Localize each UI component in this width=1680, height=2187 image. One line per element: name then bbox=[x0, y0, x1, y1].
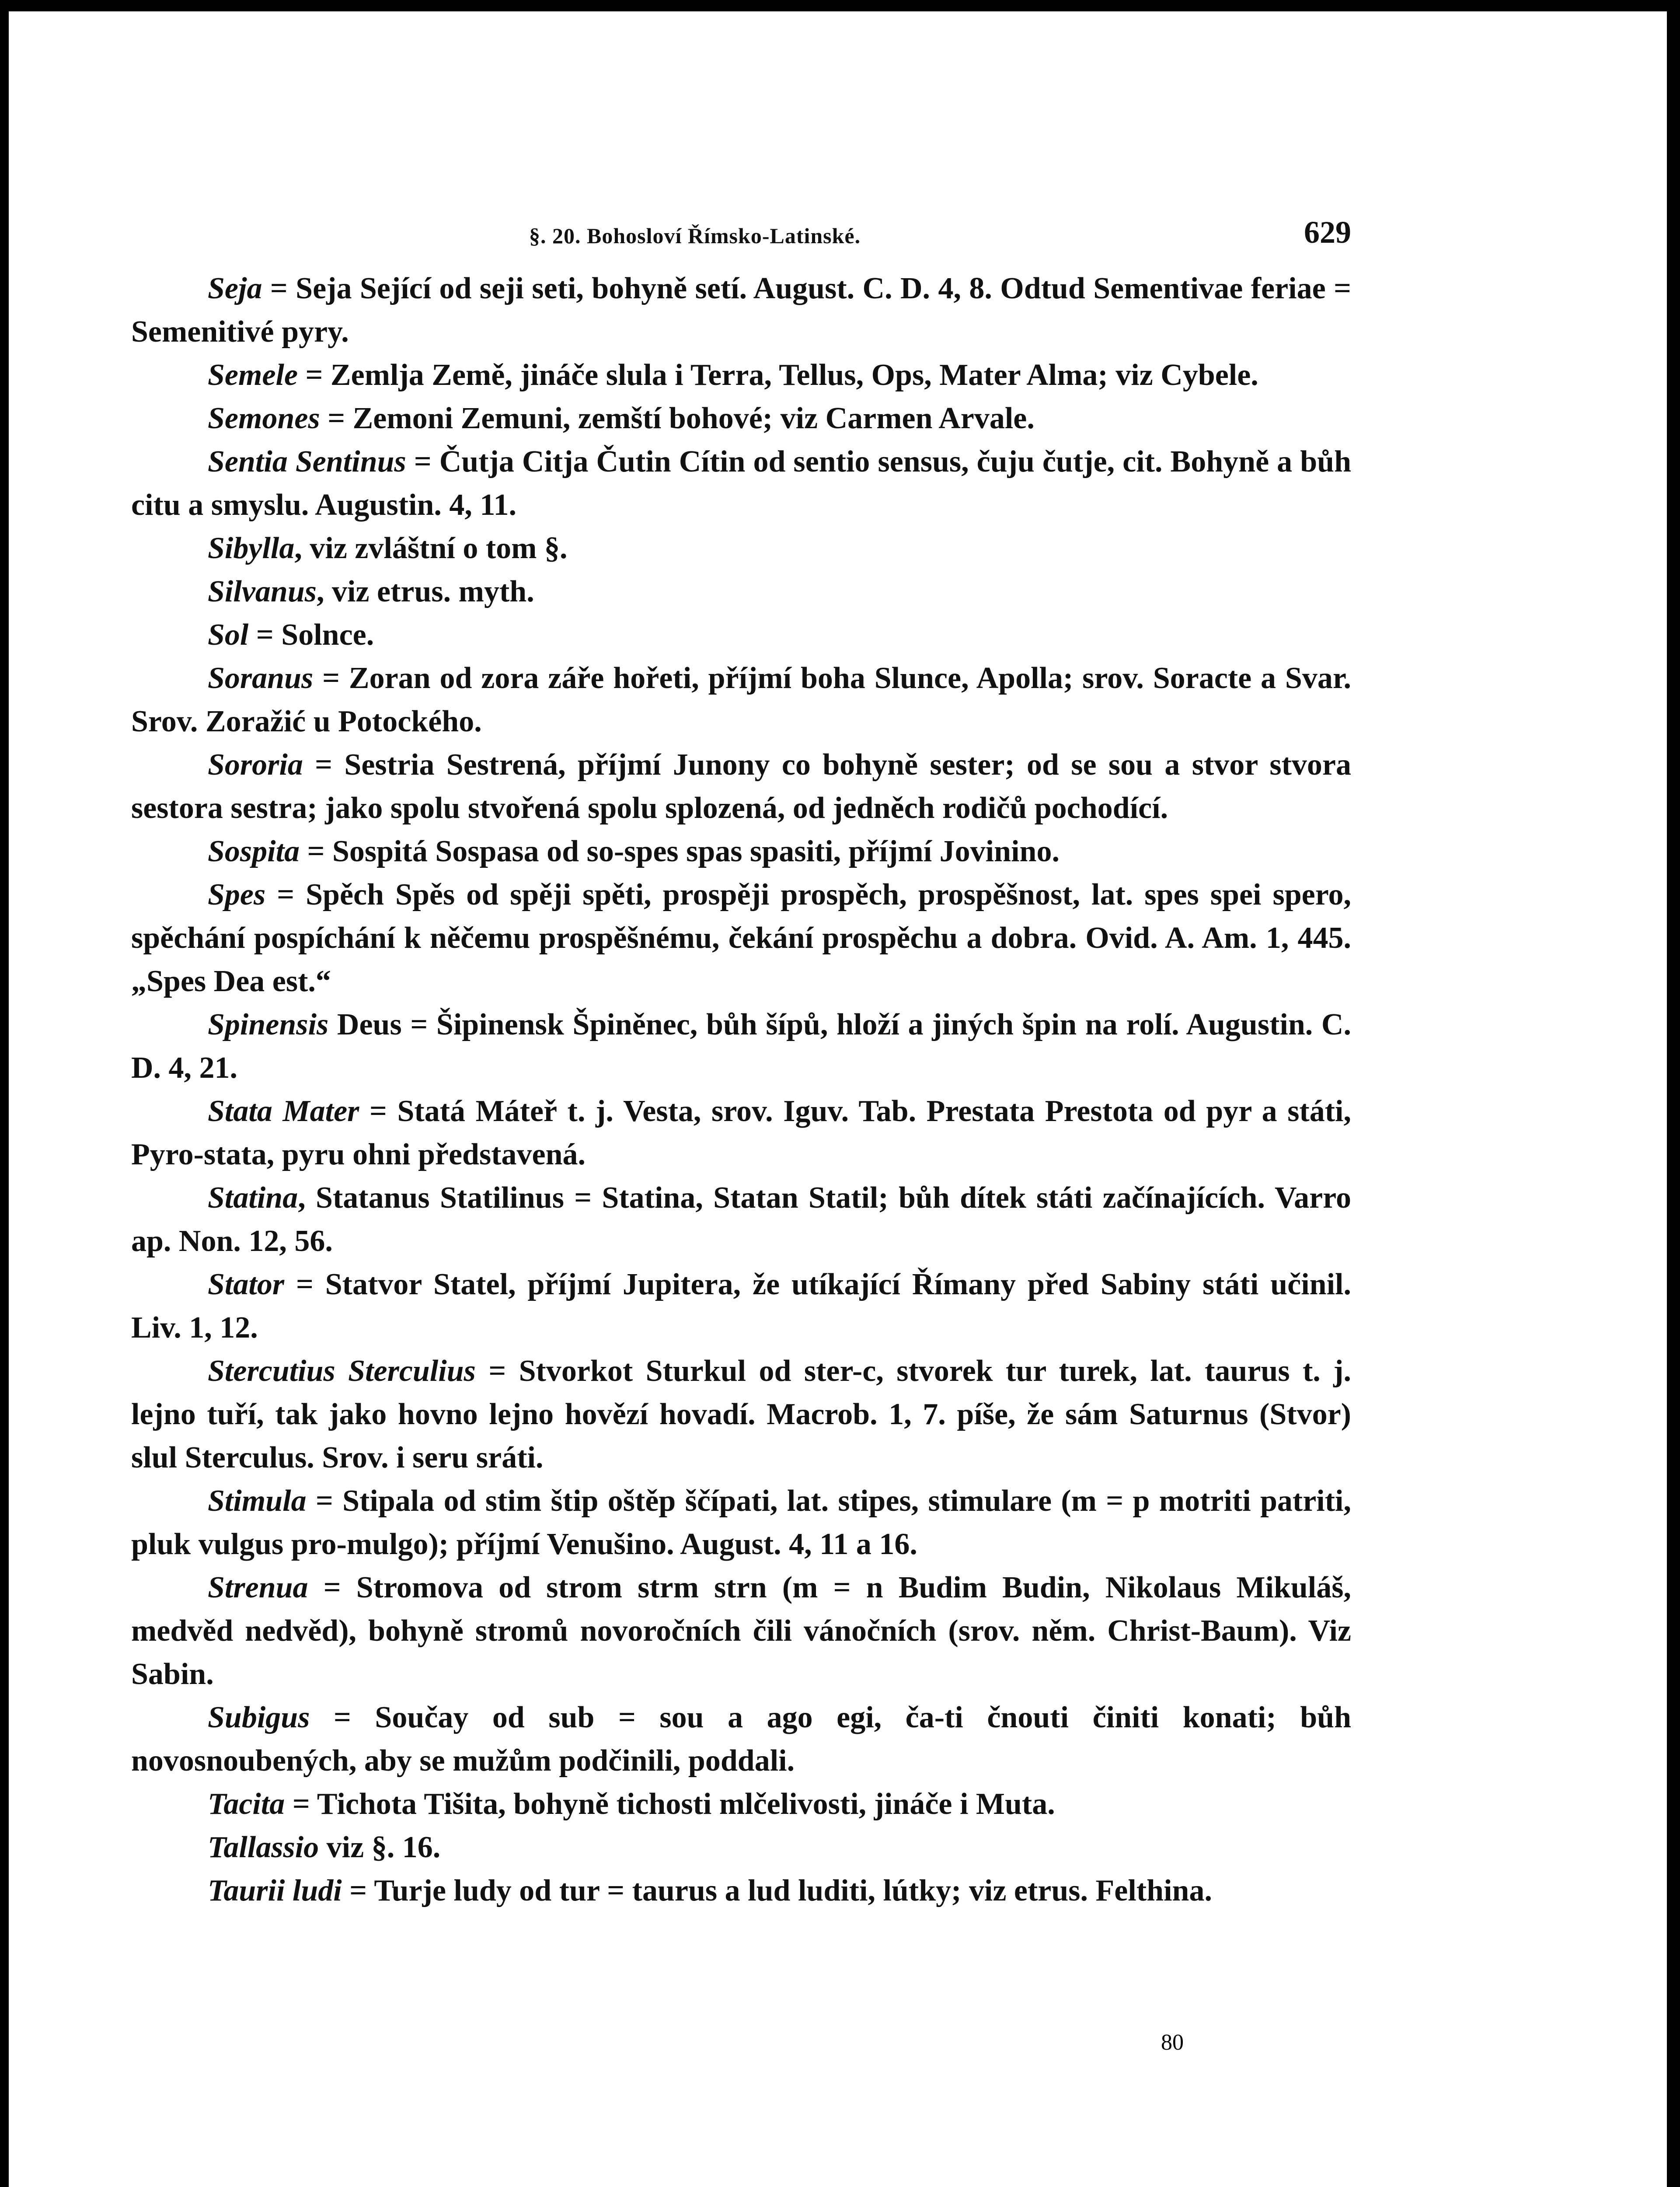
dictionary-entry bbox=[131, 527, 1351, 570]
entry-text: = Sospitá Sospasa od so-spes spas spasiti, příjmí Jovinino. bbox=[300, 835, 1060, 868]
entry-headword: Sororia bbox=[208, 748, 303, 782]
dictionary-entry bbox=[131, 1869, 1351, 1912]
entry-text: = Statá Máteř t. j. Vesta, srov. Iguv. Tab. Prestata Prestota od pyr a státi, Pyro-stata, pyru ohni představená. bbox=[131, 1094, 1351, 1171]
entry-headword: Sol bbox=[208, 618, 249, 652]
dictionary-entry bbox=[131, 570, 1351, 613]
entry-headword: Statina bbox=[208, 1181, 298, 1215]
dictionary-entry bbox=[131, 830, 1351, 873]
entry-text: , viz zvláštní o tom §. bbox=[294, 531, 568, 565]
dictionary-entry bbox=[131, 1090, 1351, 1176]
entry-headword: Stimula bbox=[208, 1484, 307, 1518]
dictionary-entry bbox=[131, 743, 1351, 830]
entry-headword: Tacita bbox=[208, 1787, 285, 1821]
page-number: 629 bbox=[1304, 215, 1351, 250]
entry-text: , Statanus Statilinus = Statina, Statan Statil; bůh dítek státi začínajících. Varro ap. Non. 12, 56. bbox=[131, 1181, 1351, 1258]
book-page bbox=[131, 206, 1351, 1912]
entry-headword: Stata Mater bbox=[208, 1094, 359, 1128]
dictionary-entry bbox=[131, 1566, 1351, 1696]
dictionary-entry bbox=[131, 873, 1351, 1003]
entry-text: = Zemlja Země, jináče slula i Terra, Tellus, Ops, Mater Alma; viz Cybele. bbox=[298, 358, 1258, 392]
entry-headword: Tallassio bbox=[208, 1831, 319, 1864]
entry-headword: Sospita bbox=[208, 835, 300, 868]
signature-mark: 80 bbox=[1161, 2030, 1184, 2055]
entry-text: = Seja Sející od seji seti, bohyně setí. August. C. D. 4, 8. Odtud Sementivae feriae = Semenitivé pyry. bbox=[131, 272, 1351, 349]
entry-text: = Stvorkot Sturkul od ster-c, stvorek tur turek, lat. taurus t. j. lejno tuří, tak jako hovno lejno hovězí hovadí. Macrob. 1, 7. píše, že sám Saturnus (Stvor) slul Sterculus. Srov. i seru sráti. bbox=[131, 1354, 1351, 1474]
entry-headword: Stator bbox=[208, 1268, 285, 1301]
entry-headword: Sibylla bbox=[208, 531, 295, 565]
entry-headword: Strenua bbox=[208, 1571, 308, 1604]
entry-text: = Součay od sub = sou a ago egi, ča-ti čnouti činiti konati; bůh novosnoubených, aby se mužům podčinili, poddali. bbox=[131, 1701, 1351, 1778]
entry-text: = Čutja Citja Čutin Cítin od sentio sensus, čuju čutje, cit. Bohyně a bůh citu a smyslu. Augustin. 4, 11. bbox=[131, 445, 1351, 522]
entry-text: = Turje ludy od tur = taurus a lud luditi, lútky; viz etrus. Felthina. bbox=[342, 1874, 1212, 1908]
entry-text: = Zoran od zora záře hořeti, příjmí boha Slunce, Apolla; srov. Soracte a Svar. Srov. Zoražić u Potockého. bbox=[131, 661, 1351, 738]
entry-headword: Sentia Sentinus bbox=[208, 445, 406, 479]
scan-border-left bbox=[0, 0, 9, 2187]
entry-text: viz §. 16. bbox=[319, 1831, 441, 1864]
entry-headword: Soranus bbox=[208, 661, 314, 695]
entry-text: = Statvor Statel, příjmí Jupitera, že utíkající Římany před Sabiny státi učinil. Liv. 1, 12. bbox=[131, 1268, 1351, 1345]
dictionary-entry bbox=[131, 440, 1351, 527]
dictionary-entry bbox=[131, 267, 1351, 353]
dictionary-entry bbox=[131, 1826, 1351, 1869]
entry-list bbox=[131, 267, 1351, 1912]
dictionary-entry bbox=[131, 657, 1351, 743]
entry-text: Deus = Šipinensk Špiněnec, bůh šípů, hloží a jiných špin na rolí. Augustin. C. D. 4, 21. bbox=[131, 1008, 1351, 1085]
dictionary-entry bbox=[131, 1696, 1351, 1782]
page-header bbox=[131, 206, 1351, 267]
dictionary-entry bbox=[131, 1176, 1351, 1263]
entry-headword: Subigus bbox=[208, 1701, 310, 1734]
entry-text: = Sestria Sestrená, příjmí Junony co bohyně sester; od se sou a stvor stvora sestora sestra; jako spolu stvořená spolu splozená, od jedněch rodičů pochodící. bbox=[131, 748, 1351, 825]
running-head: §. 20. Bohosloví Římsko-Latinské. bbox=[529, 224, 861, 248]
entry-text: = Tichota Tišita, bohyně tichosti mlčelivosti, jináče i Muta. bbox=[285, 1787, 1055, 1821]
entry-text: = Solnce. bbox=[248, 618, 374, 652]
dictionary-entry bbox=[131, 1003, 1351, 1090]
entry-headword: Taurii ludi bbox=[208, 1874, 342, 1908]
dictionary-entry bbox=[131, 1263, 1351, 1349]
dictionary-entry bbox=[131, 613, 1351, 657]
dictionary-entry bbox=[131, 1349, 1351, 1479]
entry-headword: Silvanus bbox=[208, 575, 317, 608]
scan-border-top bbox=[0, 0, 1680, 11]
entry-text: = Zemoni Zemuni, zemští bohové; viz Carmen Arvale. bbox=[320, 402, 1035, 435]
entry-text: , viz etrus. myth. bbox=[317, 575, 534, 608]
entry-headword: Spes bbox=[208, 878, 266, 912]
entry-text: = Stipala od stim štip oštěp ščípati, lat. stipes, stimulare (m = p motriti patriti, pluk vulgus pro-mulgo); příjmí Venušino. August. 4, 11 a 16. bbox=[131, 1484, 1351, 1561]
entry-headword: Spinensis bbox=[208, 1008, 329, 1041]
entry-headword: Semele bbox=[208, 358, 298, 392]
entry-headword: Semones bbox=[208, 402, 320, 435]
dictionary-entry bbox=[131, 1782, 1351, 1826]
entry-text: = Spěch Spěs od spěji spěti, prospěji prospěch, prospěšnost, lat. spes spei spero, spěchání pospíchání k něčemu prospěšnému, čekání prospěchu a dobra. Ovid. A. Am. 1, 445. „Spes Dea est.“ bbox=[131, 878, 1351, 998]
entry-text: = Stromova od strom strm strn (m = n Budim Budin, Nikolaus Mikuláš, medvěd nedvěd), bohyně stromů novoročních čili vánočních (srov. něm. Christ-Baum). Viz Sabin. bbox=[131, 1571, 1351, 1691]
dictionary-entry bbox=[131, 353, 1351, 397]
entry-headword: Stercutius Sterculius bbox=[208, 1354, 476, 1388]
dictionary-entry bbox=[131, 1479, 1351, 1566]
dictionary-entry bbox=[131, 397, 1351, 440]
entry-headword: Seja bbox=[208, 272, 262, 305]
scan-border-right bbox=[1667, 0, 1680, 2187]
